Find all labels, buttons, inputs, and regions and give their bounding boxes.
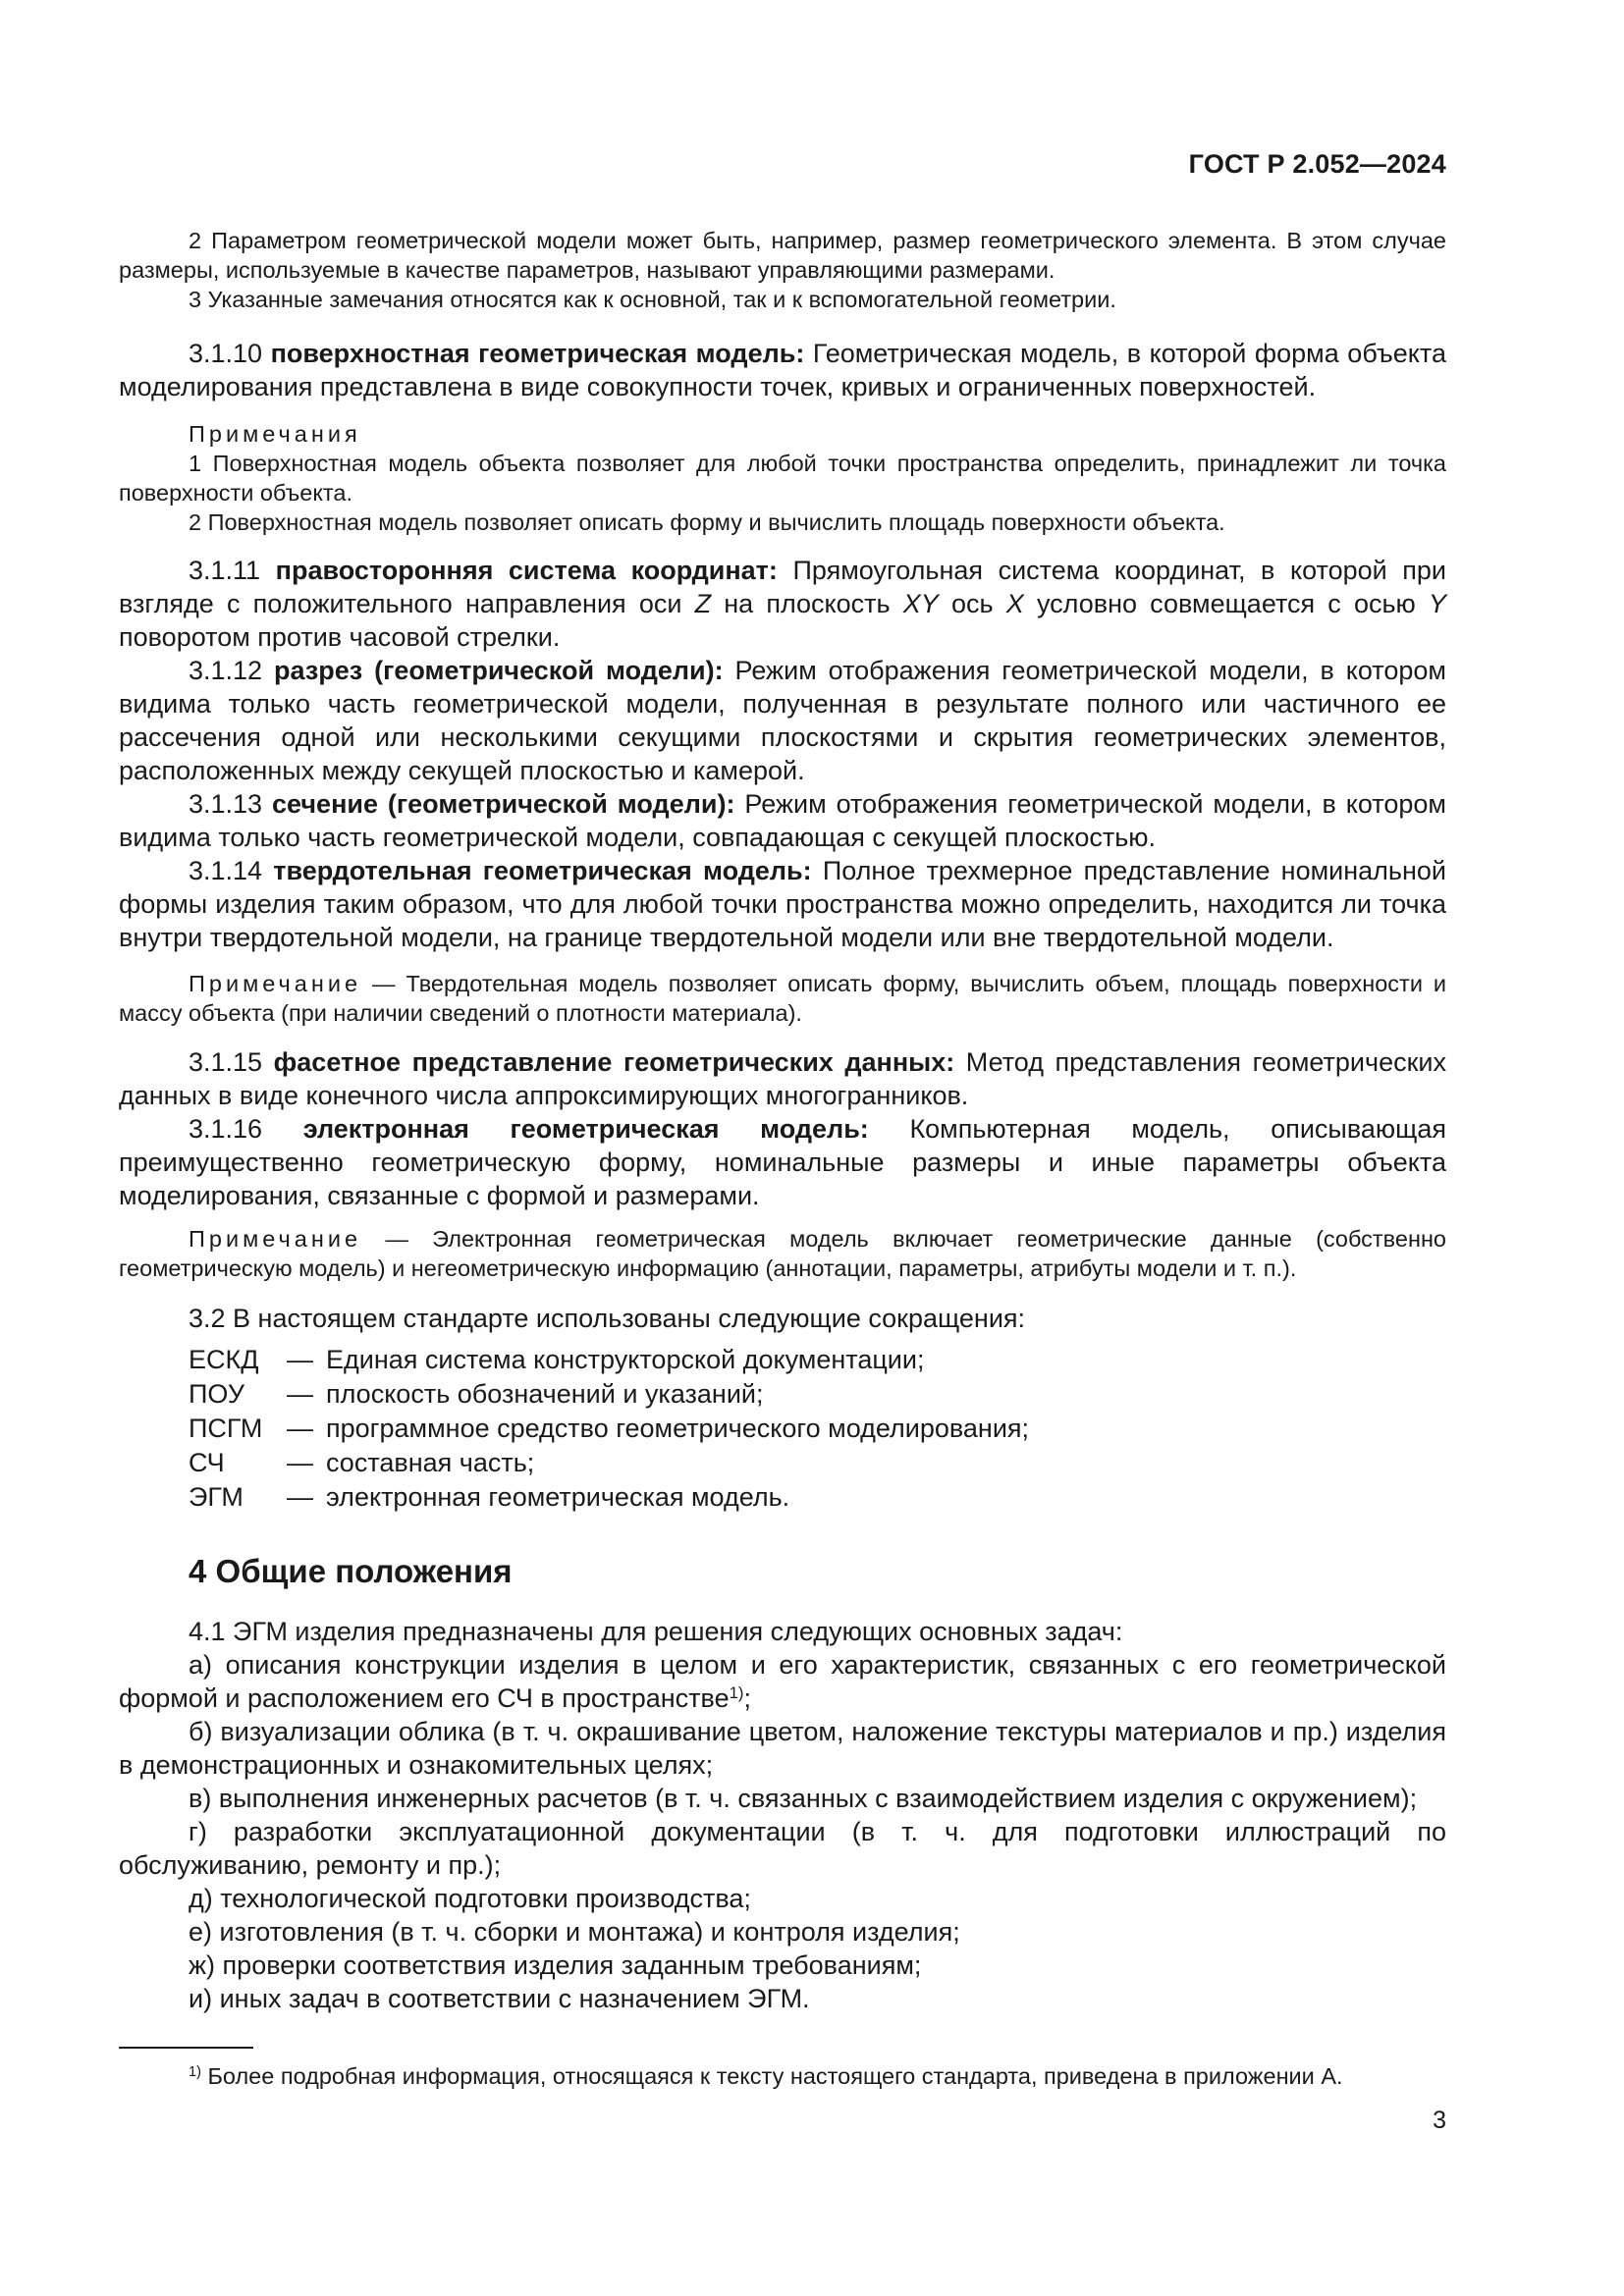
note-3-1-14	[119, 969, 1446, 1028]
term-definition: Режим отображения геометрической модели, в котором видима только часть геометрической модели, совпадающая с секущей плоскостью.	[119, 789, 1446, 852]
note-item: 1 Поверхностная модель объекта позволяет для любой точки пространства определить, принадлежит ли точка поверхности объекта.	[119, 451, 1446, 506]
term-definition: поворотом против часовой стрелки.	[119, 622, 561, 652]
abbr-term: ЕСКД	[189, 1345, 259, 1374]
abbr-row	[119, 1377, 1446, 1412]
abbr-term: ПСГМ	[189, 1414, 263, 1443]
note-auxiliary: 3 Указанные замечания относятся как к основной, так и к вспомогательной геометрии.	[189, 287, 1116, 312]
term-definition: Режим отображения геометрической модели, в котором видима только часть геометрической модели, полученная в результате полного или частичного ее рассечения одной или несколькими секущими плоскостями и скрытия геометрических элементов, расположенных между секущей плоскостью и камерой.	[119, 656, 1446, 785]
term-number: 3.1.16	[189, 1114, 263, 1144]
term-definition: условно совмещается с осью	[1036, 589, 1416, 618]
task-item	[119, 1648, 1446, 1715]
footnote-mark: 1)	[189, 2064, 201, 2080]
note-parameter: 2 Параметром геометрической модели может быть, например, размер геометрического элемента. В этом случае размеры, используемые в качестве параметров, называют управляющими размерами.	[119, 228, 1446, 283]
abbr-intro: 3.2 В настоящем стандарте использованы следующие сокращения:	[189, 1304, 1026, 1333]
term-3-1-10	[119, 337, 1446, 403]
term-title: поверхностная геометрическая модель:	[270, 339, 805, 368]
abbr-row	[119, 1412, 1446, 1446]
note-label: Примечание	[189, 971, 362, 996]
task-text: а) описания конструкции изделия в целом и его характеристик, связанных с его геометрической формой и расположением его СЧ в пространстве	[119, 1650, 1446, 1713]
abbr-dash: —	[287, 1345, 313, 1374]
axis-symbol: Z	[694, 589, 712, 618]
term-3-1-12	[119, 654, 1446, 787]
term-title: правосторонняя система координат:	[275, 556, 778, 585]
abbr-dash: —	[287, 1379, 313, 1409]
abbr-row	[119, 1446, 1446, 1480]
abbr-dash: —	[287, 1482, 313, 1512]
term-3-1-15	[119, 1045, 1446, 1112]
term-title: твердотельная геометрическая модель:	[273, 856, 812, 885]
abbr-term: ЭГМ	[189, 1482, 244, 1512]
abbr-def: плоскость обозначений и указаний;	[326, 1379, 764, 1409]
note-text: — Электронная геометрическая модель включает геометрические данные (собственно геометрическую модель) и негеометрическую информацию (аннотации, параметры, атрибуты модели и т. п.).	[119, 1226, 1447, 1281]
footnote-ref: 1)	[729, 1682, 744, 1702]
task-item: и) иных задач в соответствии с назначением ЭГМ.	[189, 1984, 810, 2013]
note-text: — Твердотельная модель позволяет описать форму, вычислить объем, площадь поверхности и массу объекта (при наличии сведений о плотности материала).	[119, 971, 1446, 1026]
term-3-1-11	[119, 554, 1446, 654]
term-definition: Полное трехмерное представление номинальной формы изделия таким образом, что для любой точки пространства можно определить, находится ли точка внутри твердотельной модели, на границе твердотельной модели или вне твердотельной модели.	[119, 856, 1446, 952]
abbr-row	[119, 1343, 1446, 1377]
task-item: г) разработки эксплуатационной документации (в т. ч. для подготовки иллюстраций по обслуживанию, ремонту и пр.);	[119, 1817, 1446, 1880]
term-title: электронная геометрическая модель:	[302, 1114, 869, 1144]
notes-top	[119, 226, 1446, 314]
axis-symbol: XY	[902, 589, 939, 618]
abbr-dash: —	[287, 1448, 313, 1477]
section-4-1	[119, 1615, 1446, 2015]
term-definition: Метод представления геометрических данных в виде конечного числа аппроксимирующих многогранников.	[119, 1047, 1446, 1110]
section-heading: 4 Общие положения	[189, 1553, 513, 1589]
term-definition: ось	[951, 589, 994, 618]
footnote-rule	[119, 2047, 253, 2049]
task-item: б) визуализации облика (в т. ч. окрашивание цветом, наложение текстуры материалов и пр.) изделия в демонстрационных и ознакомительных целях;	[119, 1717, 1446, 1780]
abbr-def: программное средство геометрического моделирования;	[326, 1414, 1030, 1443]
axis-symbol: Y	[1428, 589, 1446, 618]
term-3-1-16	[119, 1112, 1446, 1212]
term-title: сечение (геометрической модели):	[272, 789, 735, 819]
task-item: д) технологической подготовки производства;	[189, 1884, 751, 1913]
term-title: фасетное представление геометрических данных:	[273, 1047, 955, 1077]
term-number: 3.1.15	[189, 1047, 263, 1077]
term-number: 3.1.12	[189, 656, 263, 685]
abbr-def: Единая система конструкторской документации;	[326, 1345, 925, 1374]
term-3-1-14	[119, 854, 1446, 954]
term-title: разрез (геометрической модели):	[274, 656, 724, 685]
term-number: 3.1.10	[189, 339, 263, 368]
term-definition: на плоскость	[724, 589, 891, 618]
term-definition: Компьютерная модель, описывающая преимущественно геометрическую форму, номинальные размеры и иные параметры объекта моделирования, связанные с формой и размерами.	[119, 1114, 1446, 1210]
abbr-row	[119, 1480, 1446, 1515]
term-number: 3.1.11	[189, 556, 261, 585]
term-definition: Прямоугольная система координат, в которой при взгляде с положительного направления оси	[119, 556, 1446, 618]
footnote	[189, 2061, 1343, 2091]
task-item: в) выполнения инженерных расчетов (в т. ч. связанных с взаимодействием изделия с окружением);	[189, 1784, 1418, 1813]
note-label: Примечание	[189, 1226, 362, 1252]
abbr-def: электронная геометрическая модель.	[326, 1482, 790, 1512]
section-4-1-intro: 4.1 ЭГМ изделия предназначены для решения следующих основных задач:	[189, 1617, 1123, 1646]
document-header: ГОСТ Р 2.052—2024	[1188, 149, 1446, 179]
task-item: ж) проверки соответствия изделия заданным требованиям;	[189, 1950, 922, 1980]
notes-3-1-10	[119, 419, 1446, 537]
footnote-text: Более подробная информация, относящаяся к тексту настоящего стандарта, приведена в приложении А.	[207, 2063, 1343, 2089]
term-number: 3.1.14	[189, 856, 263, 885]
abbr-dash: —	[287, 1414, 313, 1443]
page-number: 3	[1433, 2107, 1446, 2134]
term-3-1-13	[119, 787, 1446, 854]
section-4-heading-wrap	[119, 1552, 1446, 1591]
abbr-term: СЧ	[189, 1448, 225, 1477]
axis-symbol: X	[1005, 589, 1024, 618]
term-number: 3.1.13	[189, 789, 263, 819]
terms-3-1-15-to-16	[119, 1045, 1446, 1212]
section-3-2	[119, 1302, 1446, 1515]
note-3-1-16	[119, 1224, 1446, 1283]
note-item: 2 Поверхностная модель позволяет описать форму и вычислить площадь поверхности объекта.	[189, 509, 1225, 535]
term-definition: Геометрическая модель, в которой форма объекта моделирования представлена в виде совокупности точек, кривых и ограниченных поверхностей.	[119, 339, 1446, 401]
abbr-term: ПОУ	[189, 1379, 244, 1409]
task-item: е) изготовления (в т. ч. сборки и монтажа) и контроля изделия;	[189, 1917, 960, 1947]
abbr-def: составная часть;	[326, 1448, 535, 1477]
notes-heading: Примечания	[189, 421, 361, 447]
terms-3-1-11-to-14	[119, 554, 1446, 954]
task-text-end: ;	[743, 1683, 752, 1713]
